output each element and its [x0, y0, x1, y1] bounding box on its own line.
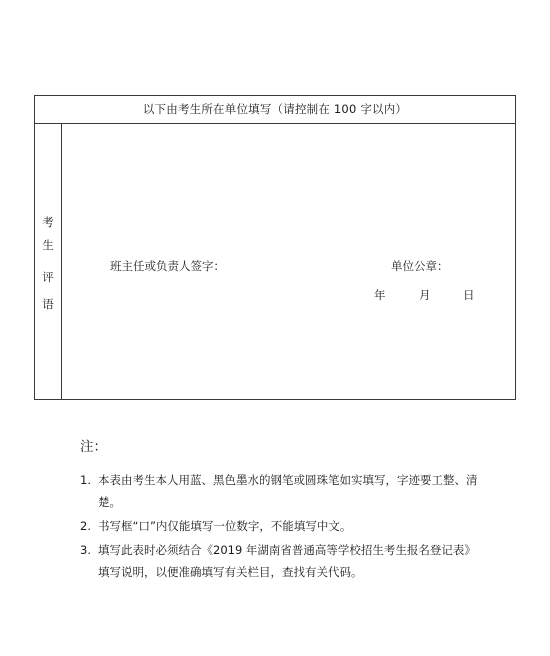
side-label-char: 生 [42, 238, 54, 252]
note-number: 3. [80, 543, 91, 557]
side-label-char: 语 [42, 297, 54, 311]
note-number: 2. [80, 519, 91, 533]
note-item [80, 469, 480, 513]
note-text: 书写框“口”内仅能填写一位数字，不能填写中文。 [98, 519, 352, 533]
side-label-char: 评 [42, 270, 54, 284]
evaluation-form-table [34, 95, 516, 400]
form-header: 以下由考生所在单位填写（请控制在 100 字以内） [35, 96, 515, 124]
signature-label: 班主任或负责人签字： [110, 259, 225, 273]
note-item [80, 515, 480, 537]
date-year-label: 年 [374, 288, 386, 302]
seal-label: 单位公章： [391, 259, 449, 273]
side-label-column [35, 124, 62, 399]
note-number: 1. [80, 473, 91, 487]
date-month-label: 月 [419, 288, 431, 302]
notes-title: 注： [80, 439, 107, 455]
note-text: 填写此表时必须结合《2019 年湖南省普通高等学校招生考生报名登记表》填写说明，以便准确填写有关栏目，查找有关代码。 [98, 543, 476, 579]
notes-section [80, 435, 480, 585]
date-day-label: 日 [463, 288, 475, 302]
note-text: 本表由考生本人用蓝、黑色墨水的钢笔或圆珠笔如实填写，字迹要工整、清楚。 [98, 473, 478, 509]
note-item [80, 539, 480, 583]
evaluation-area[interactable] [62, 124, 515, 399]
side-label-char: 考 [42, 215, 54, 229]
